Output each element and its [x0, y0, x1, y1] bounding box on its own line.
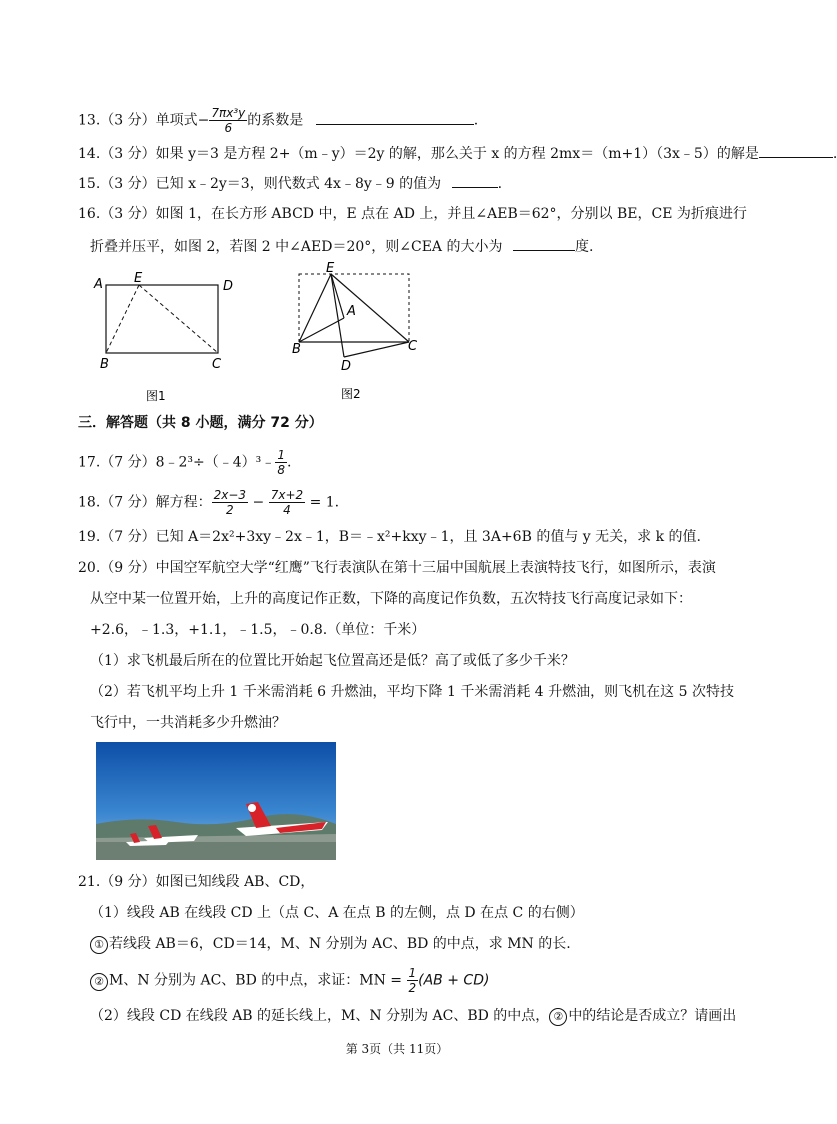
circled-number-1: ①	[90, 936, 108, 954]
segment-ed	[331, 274, 344, 357]
coefficient-fraction: $\frac{\text{7πx³y}}{6}$	[211, 106, 246, 135]
label-b: B	[100, 357, 109, 372]
question-19: 19.（7 分）已知 A＝2x²+3xy﹣2x﹣1，B＝﹣x²+kxy﹣1，且 3A+6B 的值与 y 无关，求 k 的值.	[78, 529, 701, 545]
question-15: 15.（3 分）已知 x﹣2y＝3，则代数式 4x﹣8y﹣9 的值为 .	[78, 173, 502, 194]
section-heading: 三．解答题（共 8 小题，满分 72 分）	[78, 415, 323, 431]
question-21: 21.（9 分）如图已知线段 AB、CD，	[78, 874, 315, 890]
question-16-line1: 16.（3 分）如图 1，在长方形 ABCD 中，E 点在 AD 上，并且∠AEB＝62°，分别以 BE，CE 为折痕进行	[78, 206, 747, 222]
segment-ec	[331, 274, 409, 342]
question-21-item2: ② M、N 分别为 AC、BD 的中点，求证：MN = $\frac{1}{2}$ (AB + CD)	[90, 966, 489, 995]
question-21-part2: （2）线段 CD 在线段 AB 的延长线上，M、N 分别为 AC、BD 的中点， ② 中的结论是否成立？请画出	[90, 1008, 737, 1024]
segment-ea	[331, 274, 344, 318]
question-18: 18.（7 分）解方程： $\frac{2x-3}{2}$ − $\frac{7x+2}{4}$ = 1.	[78, 488, 340, 517]
label-d: D	[341, 359, 352, 374]
circled-number-2: ②	[90, 973, 108, 991]
label-d: D	[223, 279, 234, 294]
question-21-item1: ① 若线段 AB＝6，CD＝14，M、N 分别为 AC、BD 的中点，求 MN 的长.	[90, 934, 571, 954]
question-14: 14.（3 分）如果 y＝3 是方程 2+（m﹣y）＝2y 的解，那么关于 x 的方程 2mx＝（m+1）（3x﹣5）的解是 .	[78, 143, 837, 164]
segment-ba	[299, 318, 344, 342]
question-16-line2: 折叠并压平，如图 2，若图 2 中∠AED＝20°，则∠CEA 的大小为 度.	[90, 236, 593, 257]
answer-blank	[316, 110, 474, 125]
label-e: E	[134, 271, 143, 286]
figure-2-folded	[286, 260, 426, 400]
label-a: A	[347, 304, 356, 319]
question-20-line1: 20.（9 分）中国空军航空大学“红鹰”飞行表演队在第十三届中国航展上表演特技飞行，如图所示，表演	[78, 560, 716, 576]
label-e: E	[326, 261, 335, 276]
segment-eb	[299, 274, 331, 342]
question-17: 17.（7 分）8﹣2³÷（﹣4）³﹣ $\frac{1}{8}$ .	[78, 448, 292, 477]
circled-number-2: ②	[549, 1008, 567, 1026]
question-13: 13.（3 分）单项式− $\frac{\text{7πx³y}}{6}$ 的系数是 .	[78, 106, 479, 135]
question-20-part2-cont: 飞行中，一共消耗多少升燃油？	[90, 715, 286, 731]
question-20-data: +2.6，﹣1.3，+1.1，﹣1.5，﹣0.8.（单位：千米）	[90, 622, 426, 638]
answer-blank	[759, 143, 833, 158]
question-20-line2: 从空中某一位置开始，上升的高度记作正数，下降的高度记作负数，五次特技飞行高度记录如下：	[90, 591, 692, 607]
figure-1-rectangle	[88, 268, 248, 404]
fold-line-ce	[139, 285, 218, 353]
question-20-part2: （2）若飞机平均上升 1 千米需消耗 6 升燃油，平均下降 1 千米需消耗 4 升燃油，则飞机在这 5 次特技	[90, 684, 734, 700]
figure-2-caption: 图2	[341, 387, 361, 401]
answer-blank	[452, 173, 498, 188]
label-c: C	[408, 339, 418, 354]
question-21-part1: （1）线段 AB 在线段 CD 上（点 C、A 在点 B 的左侧，点 D 在点 C 的右侧）	[90, 905, 584, 921]
question-20-part1: （1）求飞机最后所在的位置比开始起飞位置高还是低？高了或低了多少千米？	[90, 653, 575, 669]
label-c: C	[212, 357, 222, 372]
page-footer: 第 3页（共 11页）	[345, 1042, 449, 1056]
aerobatic-jets-photo	[96, 742, 336, 860]
answer-blank	[513, 236, 575, 251]
figure-1-caption: 图1	[146, 389, 166, 403]
label-b: B	[292, 342, 301, 357]
fold-line-be	[106, 285, 139, 353]
label-a: A	[94, 277, 103, 292]
segment-dc	[344, 342, 409, 357]
